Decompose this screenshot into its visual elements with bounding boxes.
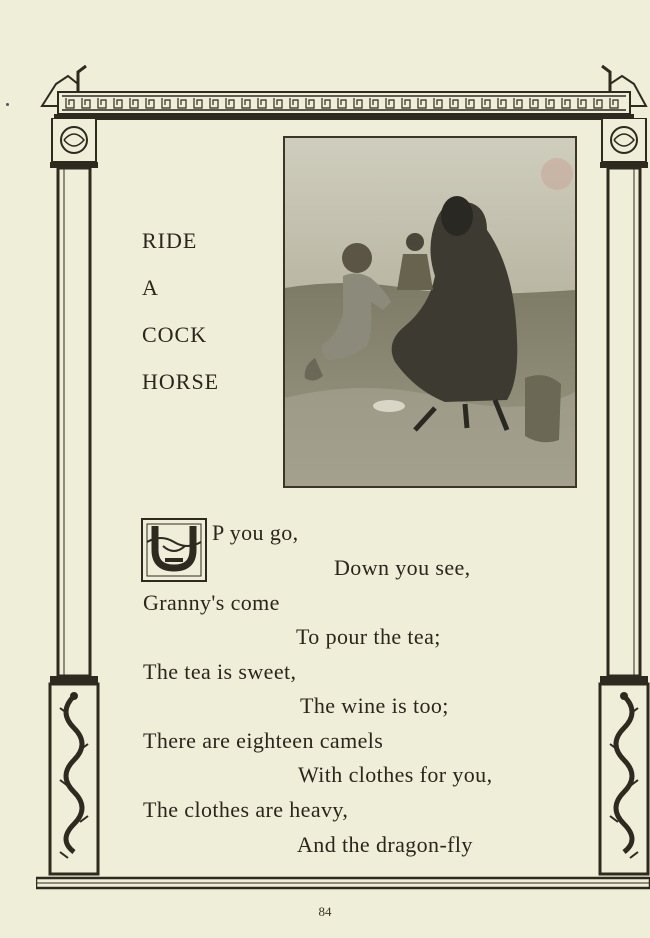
ink-speck bbox=[6, 103, 9, 106]
poem-line: P you go, bbox=[212, 520, 299, 545]
left-pillar bbox=[48, 118, 100, 888]
title-line: A bbox=[142, 275, 159, 300]
page-number: 84 bbox=[318, 904, 332, 919]
poem-line: Granny's come bbox=[143, 590, 280, 615]
title-line: HORSE bbox=[142, 369, 220, 394]
poem-line: The tea is sweet, bbox=[143, 659, 297, 684]
poem-line: The clothes are heavy, bbox=[143, 797, 349, 822]
right-pillar bbox=[598, 118, 650, 888]
rhyme-title bbox=[142, 226, 272, 414]
poem-line: The wine is too; bbox=[300, 693, 449, 718]
frame-base bbox=[36, 872, 650, 894]
drop-cap-ornament bbox=[141, 518, 207, 582]
poem-line: With clothes for you, bbox=[298, 762, 493, 787]
poem-line: To pour the tea; bbox=[296, 624, 441, 649]
poem-line: And the dragon-fly bbox=[297, 832, 473, 857]
title-line: COCK bbox=[142, 322, 208, 347]
photograph-icon bbox=[285, 138, 575, 486]
poem-line: There are eighteen camels bbox=[143, 728, 384, 753]
poem-line: Down you see, bbox=[334, 555, 471, 580]
roof-ornament bbox=[38, 62, 650, 122]
photograph bbox=[283, 136, 577, 488]
title-line: RIDE bbox=[142, 228, 198, 253]
